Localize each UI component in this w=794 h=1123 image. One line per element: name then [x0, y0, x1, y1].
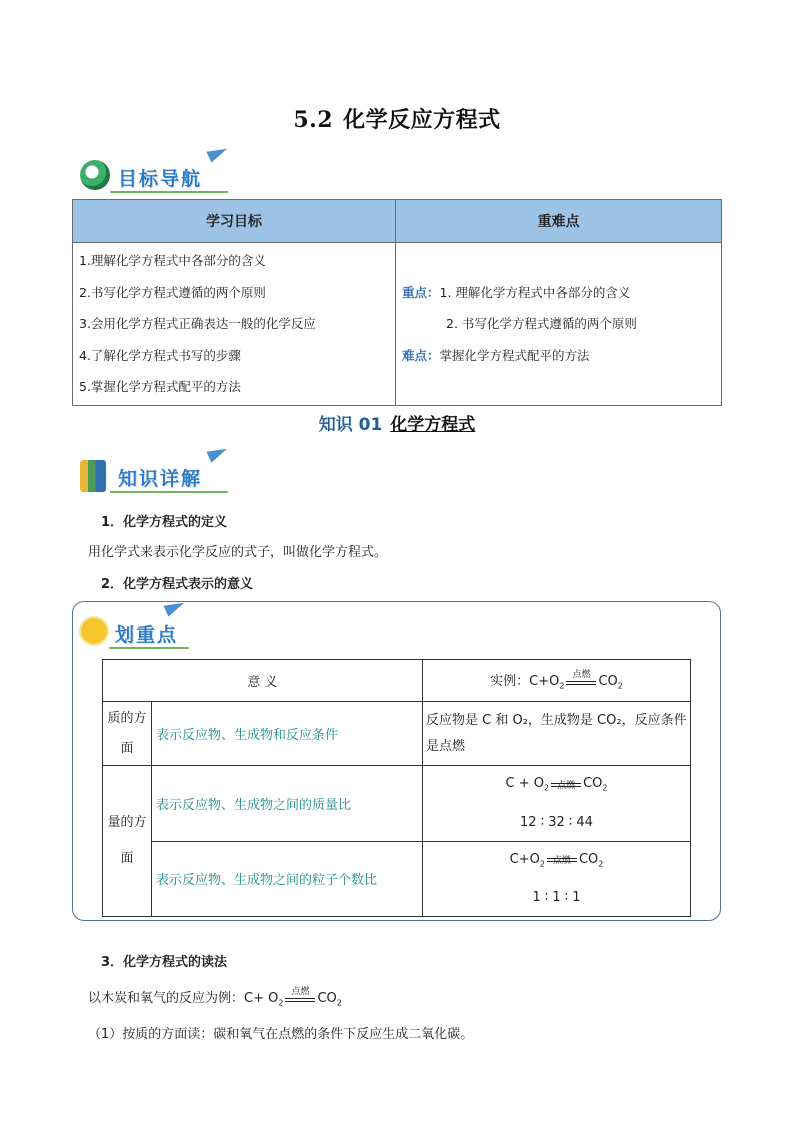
section-3-reading-1: （1）按质的方面读：碳和氧气在点燃的条件下反应生成二氧化碳。: [88, 1027, 474, 1042]
books-icon: [80, 460, 106, 492]
mass-meaning: 表示反应物、生成物之间的质量比: [152, 766, 423, 842]
paper-plane-icon: [206, 143, 229, 162]
goals-banner: 目标导航: [80, 157, 240, 197]
particle-example: $C+O_2$ 点燃 $CO_2$ 1 ∶ 1 ∶ 1: [423, 841, 691, 917]
knowledge-heading: 知识 01 化学方程式: [318, 415, 476, 435]
key-difficulty-header: 重难点: [396, 200, 722, 243]
section-2-heading: 2．化学方程式表示的意义: [101, 577, 254, 592]
objective-item: 5.掌握化学方程式配平的方法: [79, 379, 241, 394]
quantity-label: 量的方面: [103, 766, 152, 917]
goals-table: [72, 199, 722, 406]
section-3-heading: 3．化学方程式的读法: [101, 955, 228, 970]
lightbulb-icon: [79, 616, 109, 646]
meaning-table: [102, 659, 691, 917]
example-header: 实例：$C+O_2$ 点燃 $CO_2$: [423, 660, 691, 702]
key-point-2: 2. 书写化学方程式遵循的两个原则: [446, 316, 637, 331]
section-number: 5.2: [293, 107, 334, 133]
meaning-header: 意 义: [103, 660, 423, 702]
mass-ratio: 12 ∶ 32 ∶ 44: [520, 814, 593, 830]
objective-item: 3.会用化学方程式正确表达一般的化学反应: [79, 316, 316, 331]
quality-label: 质的方面: [103, 702, 152, 766]
quality-example: 反应物是 C 和 O₂，生成物是 CO₂，反应条件是点燃: [423, 702, 691, 766]
page-title: [0, 103, 794, 134]
objective-item: 2.书写化学方程式遵循的两个原则: [79, 284, 266, 300]
particle-meaning: 表示反应物、生成物之间的粒子个数比: [152, 841, 423, 917]
objective-item: 1.理解化学方程式中各部分的含义: [79, 253, 266, 268]
key-point-1: 重点：1. 理解化学方程式中各部分的含义: [402, 284, 631, 300]
goals-header: 学习目标: [73, 200, 396, 243]
detail-banner: 知识详解: [80, 457, 240, 497]
difficulty-point: 难点：掌握化学方程式配平的方法: [402, 347, 590, 363]
condition-mark: 点燃: [566, 676, 596, 688]
section-1-text: 用化学式来表示化学反应的式子，叫做化学方程式。: [88, 545, 388, 560]
objective-item: 4.了解化学方程式书写的步骤: [79, 347, 241, 363]
title-text: 化学反应方程式: [343, 108, 501, 133]
magnifier-icon: [80, 160, 110, 190]
section-1-heading: 1．化学方程式的定义: [101, 515, 228, 530]
section-3-intro: 以木炭和氧气的反应为例：$C+ O_2$ 点燃 $CO_2$: [88, 986, 342, 1008]
paper-plane-icon: [206, 443, 229, 462]
key-banner: 划重点: [79, 613, 229, 653]
particle-ratio: 1 ∶ 1 ∶ 1: [532, 890, 581, 906]
mass-example: $C + O_2$ 点燃 $CO_2$ 12 ∶ 32 ∶ 44: [423, 766, 691, 842]
quality-meaning: 表示反应物、生成物和反应条件: [152, 702, 423, 766]
